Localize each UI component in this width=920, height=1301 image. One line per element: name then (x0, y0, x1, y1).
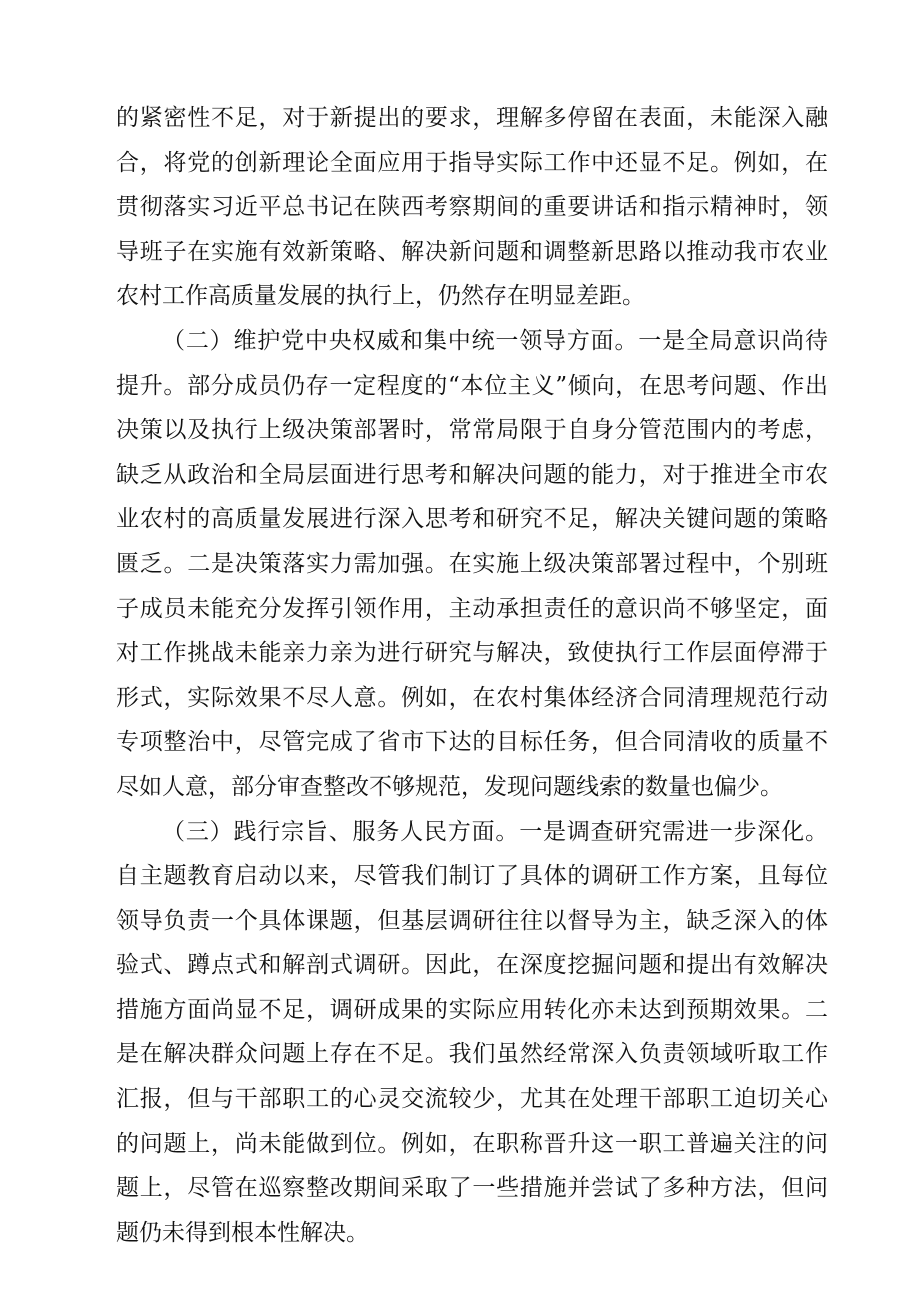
paragraph-section-two: （二）维护党中央权威和集中统一领导方面。一是全局意识尚待提升。部分成员仍存一定程度的“本位主义”倾向，在思考问题、作出决策以及执行上级决策部署时，常常局限于自身分管范围内的考虑，缺乏从政治和全局层面进行思考和解决问题的能力，对于推进全市农业农村的高质量发展进行深入思考和研究不足，解决关键问题的策略匮乏。二是决策落实力需加强。在实施上级决策部署过程中，个别班子成员未能充分发挥引领作用，主动承担责任的意识尚不够坚定，面对工作挑战未能亲力亲为进行研究与解决，致使执行工作层面停滞于形式，实际效果不尽人意。例如，在农村集体经济合同清理规范行动专项整治中，尽管完成了省市下达的目标任务，但合同清收的质量不尽如人意，部分审查整改不够规范，发现问题线索的数量也偏少。 (116, 327, 828, 800)
paragraph-section-three: （三）践行宗旨、服务人民方面。一是调查研究需进一步深化。自主题教育启动以来，尽管我们制订了具体的调研工作方案，且每位领导负责一个具体课题，但基层调研往往以督导为主，缺乏深入的体验式、蹲点式和解剖式调研。因此，在深度挖掘问题和提出有效解决措施方面尚显不足，调研成果的实际应用转化亦未达到预期效果。二是在解决群众问题上存在不足。我们虽然经常深入负责领域听取工作汇报，但与干部职工的心灵交流较少，尤其在处理干部职工迫切关心的问题上，尚未能做到位。例如，在职称晋升这一职工普遍关注的问题上，尽管在巡察整改期间采取了一些措施并尝试了多种方法，但问题仍未得到根本性解决。 (116, 818, 828, 1246)
document-body (116, 96, 828, 1255)
paragraph-continuation: 的紧密性不足，对于新提出的要求，理解多停留在表面，未能深入融合，将党的创新理论全面应用于指导实际工作中还显不足。例如，在贯彻落实习近平总书记在陕西考察期间的重要讲话和指示精神时，领导班子在实施有效新策略、解决新问题和调整新思路以推动我市农业农村工作高质量发展的执行上，仍然存在明显差距。 (116, 105, 828, 310)
